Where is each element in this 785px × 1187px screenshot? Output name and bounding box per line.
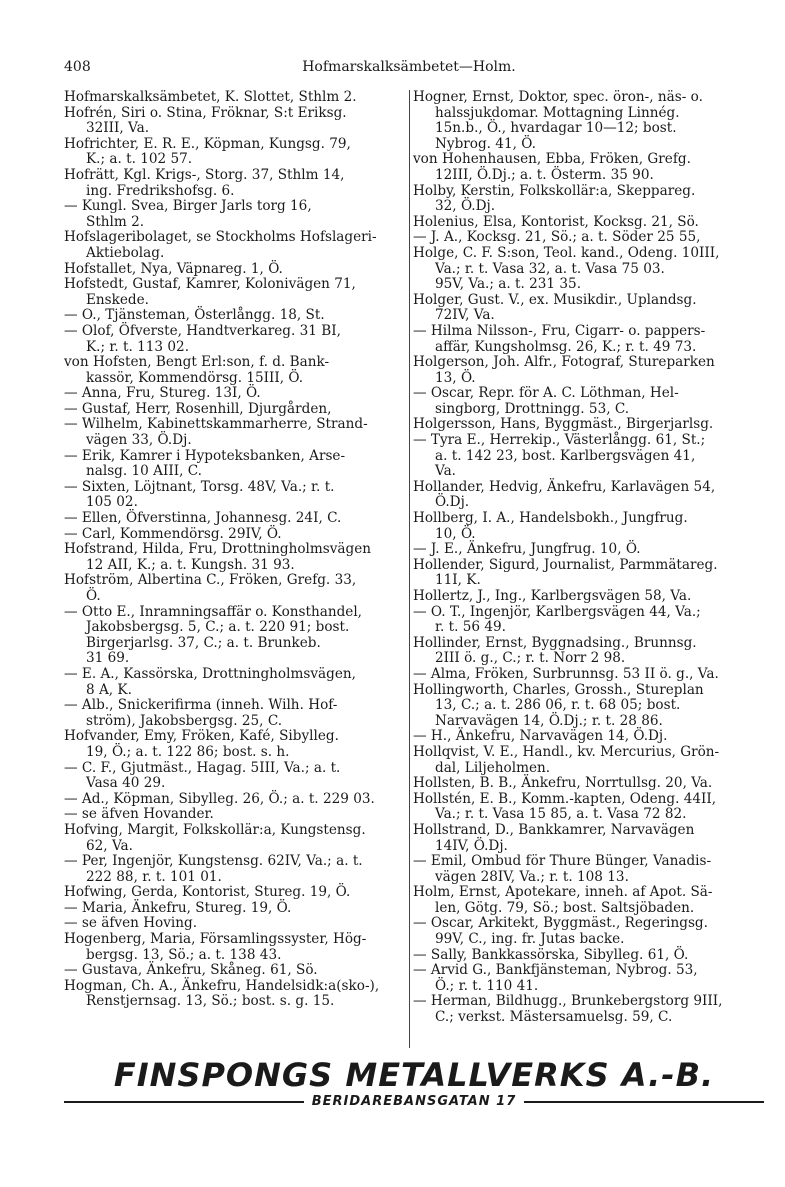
directory-line: — C. F., Gjutmäst., Hagag. 5III, Va.; a. t.: [64, 759, 341, 776]
directory-line: — O., Tjänsteman, Österlångg. 18, St.: [64, 307, 325, 324]
directory-line: Hofving, Margit, Folkskollär:a, Kungstensg.: [64, 821, 366, 838]
ad-rule-right: [524, 1101, 764, 1103]
directory-line: — Otto E., Inramningsaffär o. Konsthandel,: [64, 603, 363, 620]
directory-line: r. t. 56 49.: [435, 619, 506, 636]
directory-line: Va.; r. t. Vasa 32, a. t. Vasa 75 03.: [435, 260, 665, 277]
directory-line: Hollqvist, V. E., Handl., kv. Mercurius, Grön-: [413, 743, 720, 760]
directory-line: — Sally, Bankkassörska, Sibylleg. 61, Ö.: [413, 946, 689, 963]
directory-line: Hollinder, Ernst, Byggnadsing., Brunnsg.: [413, 634, 697, 651]
directory-line: 12III, Ö.Dj.; a. t. Österm. 35 90.: [435, 166, 654, 183]
directory-line: Hofwing, Gerda, Kontorist, Stureg. 19, Ö.: [64, 884, 351, 901]
directory-line: nalsg. 10 AIII, C.: [86, 463, 202, 480]
directory-line: — Kungl. Svea, Birger Jarls torg 16,: [64, 198, 312, 215]
directory-line: Holgersson, Hans, Byggmäst., Birgerjarlsg.: [413, 416, 714, 433]
directory-line: Holby, Kerstin, Folkskollär:a, Skeppareg.: [413, 182, 696, 199]
directory-line: K.; r. t. 113 02.: [86, 338, 190, 355]
directory-line: Hofrichter, E. R. E., Köpman, Kungsg. 79,: [64, 135, 351, 152]
directory-line: Hollstén, E. B., Komm.-kapten, Odeng. 44II,: [413, 790, 717, 807]
directory-line: Ö.: [86, 588, 101, 604]
directory-line: — Oscar, Arkitekt, Byggmäst., Regeringsg.: [413, 915, 708, 932]
directory-line: — Hilma Nilsson-, Fru, Cigarr- o. pappers-: [413, 322, 706, 339]
directory-line: 31 69.: [86, 650, 130, 667]
page-number: 408: [64, 59, 91, 75]
directory-line: 2III ö. g., C.; r. t. Norr 2 98.: [435, 650, 626, 667]
directory-line: Va.; r. t. Vasa 15 85, a. t. Vasa 72 82.: [435, 806, 687, 823]
directory-line: — Gustava, Änkefru, Skåneg. 61, Sö.: [64, 962, 318, 979]
directory-line: Hofrén, Siri o. Stina, Fröknar, S:t Eriksg.: [64, 104, 347, 121]
directory-line: K.; a. t. 102 57.: [86, 151, 193, 168]
ad-subtitle-row: [64, 1094, 764, 1109]
directory-line: Hofström, Albertina C., Fröken, Grefg. 33,: [64, 572, 357, 589]
directory-line: 13, C.; a. t. 286 06, r. t. 68 05; bost.: [435, 697, 681, 714]
ad-subtitle: BERIDAREBANSGATAN 17: [311, 1094, 517, 1109]
directory-line: affär, Kungsholmsg. 26, K.; r. t. 49 73.: [435, 338, 697, 355]
directory-line: 222 88, r. t. 101 01.: [86, 868, 222, 885]
directory-line: Holge, C. F. S:son, Teol. kand., Odeng. 10III,: [413, 244, 720, 261]
directory-line: Hollertz, J., Ing., Karlbergsvägen 58, Va.: [413, 588, 692, 604]
directory-line: Hofrätt, Kgl. Krigs-, Storg. 37, Sthlm 14,: [64, 166, 345, 183]
directory-line: — Carl, Kommendörsg. 29IV, Ö.: [64, 525, 282, 542]
directory-line: singborg, Drottningg. 53, C.: [435, 400, 630, 417]
directory-line: 95V, Va.; a. t. 231 35.: [435, 276, 582, 293]
directory-line: 11I, K.: [435, 572, 481, 589]
directory-line: 15n.b., Ö., hvardagar 10—12; bost.: [435, 120, 677, 137]
running-title: Hofmarskalksämbetet—Holm.: [302, 59, 516, 75]
directory-line: Enskede.: [86, 291, 150, 308]
directory-line: Sthlm 2.: [86, 213, 145, 230]
directory-line: kassör, Kommendörsg. 15III, Ö.: [86, 369, 304, 386]
directory-line: C.; verkst. Mästersamuelsg. 59, C.: [435, 1009, 673, 1026]
right-column: [413, 90, 761, 1026]
directory-line: — J. E., Änkefru, Jungfrug. 10, Ö.: [413, 541, 641, 558]
directory-line: Hofslageribolaget, se Stockholms Hofslageri-: [64, 229, 377, 246]
directory-line: Va.: [435, 463, 456, 480]
directory-line: 10, Ö.: [435, 525, 476, 542]
directory-line: Hollsten, B. B., Änkefru, Norrtullsg. 20, Va.: [413, 775, 713, 792]
left-column: [64, 90, 406, 1010]
ad-title: FINSPONGS METALLVERKS A.-B.: [113, 1056, 715, 1094]
directory-line: halssjukdomar. Mottagning Linnég.: [435, 104, 680, 121]
directory-line: 105 02.: [86, 494, 138, 511]
directory-line: Narvavägen 14, Ö.Dj.; r. t. 28 86.: [435, 712, 663, 729]
directory-line: Vasa 40 29.: [86, 775, 166, 792]
directory-line: Aktiebolag.: [86, 244, 165, 261]
directory-line: bergsg. 13, Sö.; a. t. 138 43.: [86, 946, 282, 963]
directory-line: von Hofsten, Bengt Erl:son, f. d. Bank-: [64, 354, 330, 371]
directory-line: — Emil, Ombud för Thure Bünger, Vanadis-: [413, 853, 712, 870]
directory-line: — Ad., Köpman, Sibylleg. 26, Ö.; a. t. 229 03.: [64, 790, 375, 807]
directory-line: ing. Fredrikshofsg. 6.: [86, 182, 235, 199]
directory-line: Holger, Gust. V., ex. Musikdir., Uplandsg.: [413, 291, 697, 308]
directory-line: 13, Ö.: [435, 369, 476, 386]
directory-line: — Anna, Fru, Stureg. 13I, Ö.: [64, 385, 261, 402]
directory-line: Hollander, Hedvig, Änkefru, Karlavägen 54,: [413, 478, 716, 495]
directory-line: — Olof, Öfverste, Handtverkareg. 31 BI,: [64, 322, 341, 339]
directory-line: Hofmarskalksämbetet, K. Slottet, Sthlm 2.: [64, 89, 357, 105]
directory-line: — O. T., Ingenjör, Karlbergsvägen 44, Va.;: [413, 603, 701, 620]
directory-line: — Per, Ingenjör, Kungstensg. 62IV, Va.; a. t.: [64, 853, 363, 870]
directory-line: Hofvander, Emy, Fröken, Kafé, Sibylleg.: [64, 728, 339, 745]
directory-line: — Alb., Snickerifirma (inneh. Wilh. Hof-: [64, 697, 338, 714]
directory-line: vägen 28IV, Va.; r. t. 108 13.: [435, 868, 629, 885]
advertisement-banner: [64, 1056, 764, 1128]
directory-line: Hofstedt, Gustaf, Kamrer, Kolonivägen 71,: [64, 276, 356, 293]
directory-line: Ö.Dj.: [435, 494, 470, 511]
directory-line: Hogenberg, Maria, Församlingssyster, Hög-: [64, 931, 367, 948]
page-header: [64, 59, 754, 81]
directory-line: 12 AII, K.; a. t. Kungsh. 31 93.: [86, 556, 295, 573]
directory-line: dal, Liljeholmen.: [435, 759, 551, 776]
directory-line: Hollberg, I. A., Handelsbokh., Jungfrug.: [413, 510, 688, 527]
directory-line: Hollstrand, D., Bankkamrer, Narvavägen: [413, 821, 695, 838]
directory-line: Holm, Ernst, Apotekare, inneh. af Apot. Sä-: [413, 884, 713, 901]
directory-line: 72IV, Va.: [435, 307, 495, 324]
directory-line: — J. A., Kocksg. 21, Sö.; a. t. Söder 25 55,: [413, 229, 701, 246]
directory-line: Renstjernsag. 13, Sö.; bost. s. g. 15.: [86, 993, 335, 1010]
directory-line: Jakobsbergsg. 5, C.; a. t. 220 91; bost.: [86, 619, 350, 636]
directory-line: Ö.; r. t. 110 41.: [435, 977, 539, 994]
directory-line: — Arvid G., Bankfjänsteman, Nybrog. 53,: [413, 962, 698, 979]
directory-line: 32III, Va.: [86, 120, 150, 137]
directory-line: Hollender, Sigurd, Journalist, Parmmätareg.: [413, 556, 718, 573]
directory-line: Hofstrand, Hilda, Fru, Drottningholmsvägen: [64, 541, 372, 558]
directory-line: von Hohenhausen, Ebba, Fröken, Grefg.: [413, 151, 691, 168]
directory-line: — Tyra E., Herrekip., Västerlångg. 61, St.;: [413, 432, 706, 449]
directory-line: vägen 33, Ö.Dj.: [86, 432, 192, 449]
directory-line: Nybrog. 41, Ö.: [435, 135, 536, 152]
directory-line: Hogman, Ch. A., Änkefru, Handelsidk:a(sko-),: [64, 977, 380, 994]
directory-line: Hogner, Ernst, Doktor, spec. öron-, näs- o.: [413, 89, 703, 105]
directory-line: — Erik, Kamrer i Hypoteksbanken, Arse-: [64, 447, 346, 464]
directory-line: 19, Ö.; a. t. 122 86; bost. s. h.: [86, 743, 290, 760]
ad-rule-left: [64, 1101, 304, 1103]
directory-line: — Herman, Bildhugg., Brunkebergstorg 9III,: [413, 993, 723, 1010]
directory-line: 32, Ö.Dj.: [435, 198, 496, 215]
directory-line: Hollingworth, Charles, Grossh., Stureplan: [413, 681, 704, 698]
directory-line: — Maria, Änkefru, Stureg. 19, Ö.: [64, 899, 292, 916]
directory-line: 99V, C., ing. fr. Jutas backe.: [435, 931, 625, 948]
directory-line: — Ellen, Öfverstinna, Johannesg. 24I, C.: [64, 510, 342, 527]
directory-line: — Gustaf, Herr, Rosenhill, Djurgården,: [64, 400, 332, 417]
directory-line: Holgerson, Joh. Alfr., Fotograf, Stureparken: [413, 354, 715, 371]
directory-line: — Sixten, Löjtnant, Torsg. 48V, Va.; r. t.: [64, 478, 335, 495]
directory-line: — se äfven Hovander.: [64, 806, 214, 823]
directory-line: ström), Jakobsbergsg. 25, C.: [86, 712, 283, 729]
directory-line: — Alma, Fröken, Surbrunnsg. 53 II ö. g., Va.: [413, 665, 719, 682]
directory-line: 8 A, K.: [86, 681, 132, 698]
directory-line: Hofstallet, Nya, Väpnareg. 1, Ö.: [64, 260, 283, 277]
directory-line: Holenius, Elsa, Kontorist, Kocksg. 21, Sö.: [413, 213, 699, 230]
directory-line: 14IV, Ö.Dj.: [435, 837, 508, 854]
directory-line: 62, Va.: [86, 837, 133, 854]
directory-line: Birgerjarlsg. 37, C.; a. t. Brunkeb.: [86, 634, 321, 651]
directory-line: len, Götg. 79, Sö.; bost. Saltsjöbaden.: [435, 899, 695, 916]
directory-line: — se äfven Hoving.: [64, 915, 198, 932]
column-divider: [409, 90, 410, 1048]
directory-line: — E. A., Kassörska, Drottningholmsvägen,: [64, 665, 356, 682]
directory-line: — Wilhelm, Kabinettskammarherre, Strand-: [64, 416, 368, 433]
directory-line: — Oscar, Repr. för A. C. Löthman, Hel-: [413, 385, 679, 402]
directory-line: a. t. 142 23, bost. Karlbergsvägen 41,: [435, 447, 696, 464]
directory-line: — H., Änkefru, Narvavägen 14, Ö.Dj.: [413, 728, 668, 745]
